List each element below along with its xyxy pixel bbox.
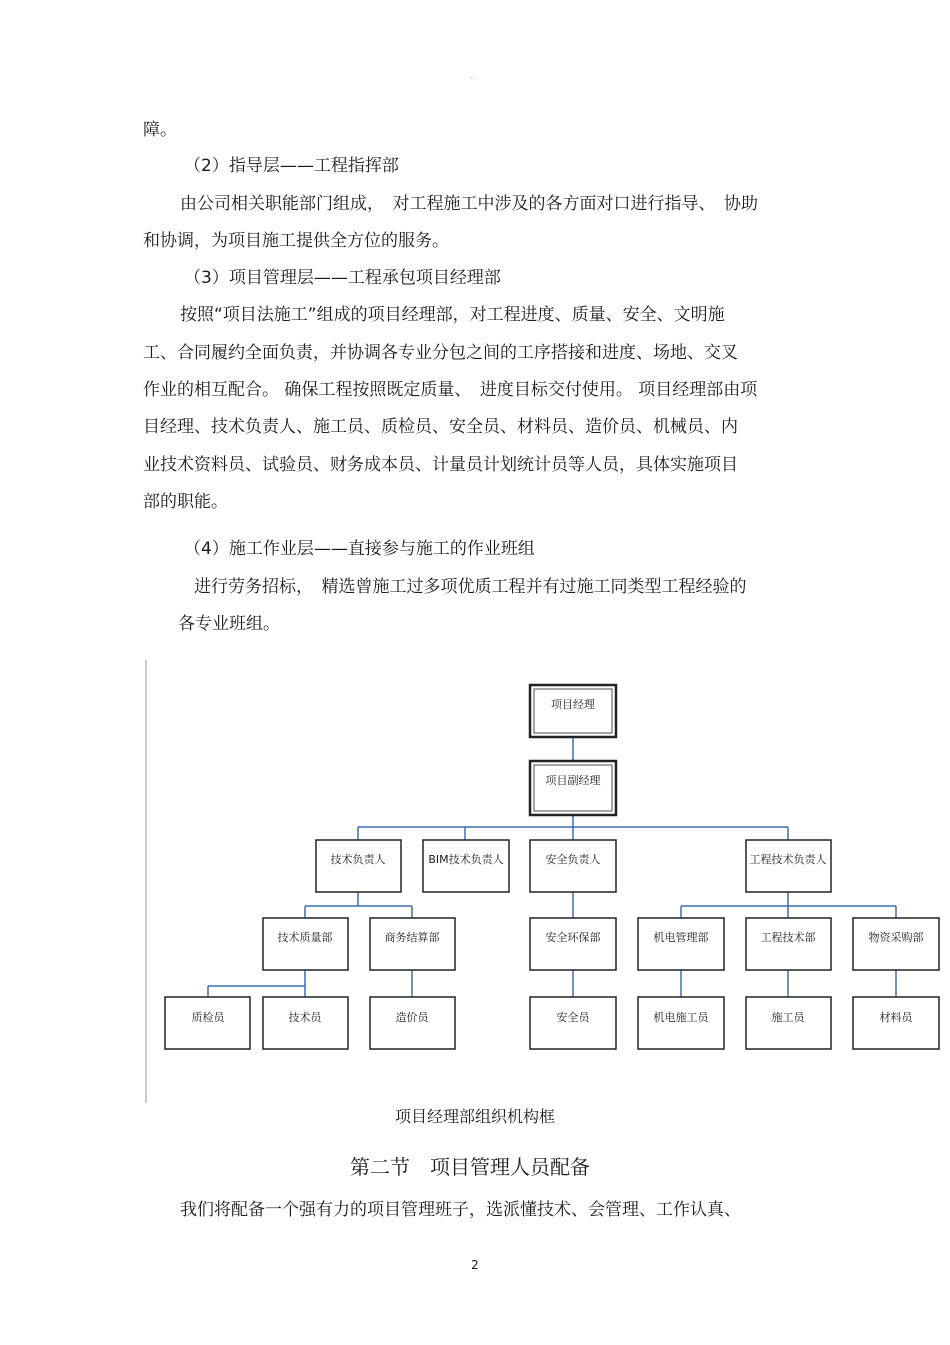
text-line: 目经理、技术负责人、施工员、质检员、安全员、材料员、造价员、机械员、内 [143,417,738,437]
text-line: 按照“项目法施工”组成的项目经理部，对工程进度、质量、安全、文明施 [180,305,725,325]
text-line: 工、合同履约全面负责，并协调各专业分包之间的工序搭接和进度、场地、交叉 [143,343,738,363]
box-deputy-manager [530,761,616,815]
box-dept [853,918,939,970]
box-label: 技术质量部 [277,931,333,944]
box-label: 造价员 [395,1011,429,1024]
box-label: 材料员 [879,1011,913,1024]
box-label: 工程技术负责人 [749,853,827,866]
box-label: 安全员 [556,1011,590,1024]
box-safety-lead [530,840,616,892]
text-line: （4）施工作业层——直接参与施工的作业班组 [184,539,535,559]
text-line: 我们将配备一个强有力的项目管理班子，选派懂技术、会管理、工作认真、 [180,1200,741,1220]
page-number: 2 [471,1258,479,1272]
box-label: 项目副经理 [545,774,601,787]
text-line: （3）项目管理层——工程承包项目经理部 [184,268,501,288]
text-line: 业技术资料员、试验员、财务成本员、计量员计划统计员等人员，具体实施项目 [143,455,738,475]
box-label: 机电管理部 [653,931,709,944]
box-label: 物资采购部 [868,931,924,944]
text-line: 障。 [143,120,177,140]
text-line: 进行劳务招标， 精选曾施工过多项优质工程并有过施工同类型工程经验的 [194,577,747,597]
figure-caption: 项目经理部组织机构框 [394,1107,555,1126]
box-label: 安全环保部 [545,931,601,944]
section-title: 第二节 项目管理人员配备 [350,1155,590,1179]
box-label: 施工员 [771,1011,805,1024]
box-dept [370,918,455,970]
box-tech-lead [316,840,401,892]
box-dept [263,918,348,970]
box-label: 质检员 [191,1011,225,1024]
box-dept [746,918,831,970]
box-label: 技术员 [288,1011,322,1024]
text-line: 部的职能。 [143,492,228,512]
box-label: BIM技术负责人 [428,853,504,866]
box-label: 项目经理 [551,698,595,711]
box-label: 技术负责人 [330,853,386,866]
box-dept [638,918,724,970]
header-mark: 。 [470,71,478,80]
box-dept [530,918,616,970]
text-line: （2）指导层——工程指挥部 [184,156,399,176]
text-line: 作业的相互配合。 确保工程按照既定质量、 进度目标交付使用。 项目经理部由项 [143,380,758,400]
box-label: 机电施工员 [653,1011,709,1024]
text-line: 和协调，为项目施工提供全方位的服务。 [143,231,449,251]
box-label: 商务结算部 [384,931,440,944]
box-bim-lead [423,840,509,892]
box-label: 安全负责人 [545,853,601,866]
box-engineering-lead [746,840,831,892]
box-label: 工程技术部 [760,931,816,944]
text-line: 各专业班组。 [178,614,280,634]
text-line: 由公司相关职能部门组成， 对工程施工中涉及的各方面对口进行指导、 协助 [180,194,758,214]
box-project-manager [530,685,616,737]
